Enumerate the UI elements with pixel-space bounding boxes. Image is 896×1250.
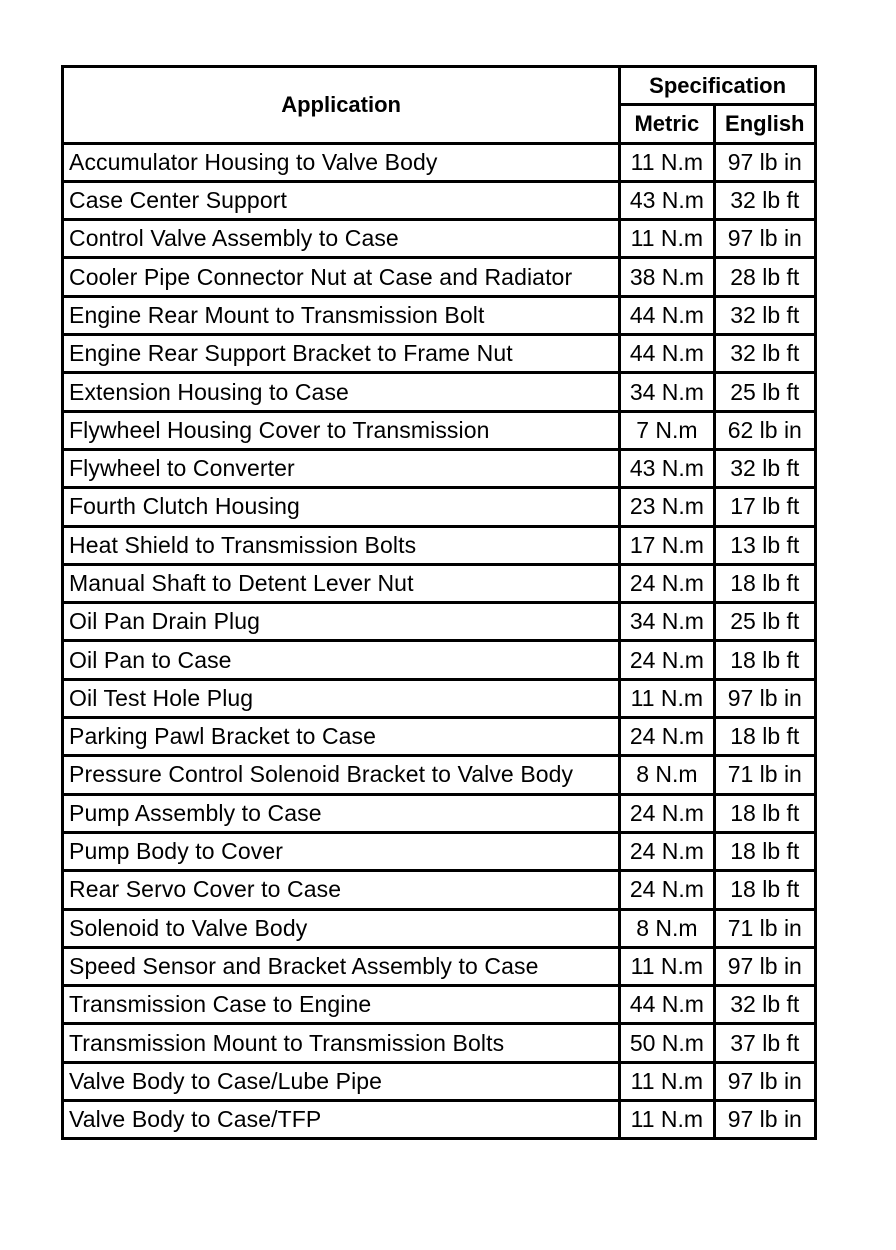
- application-cell: Heat Shield to Transmission Bolts: [63, 526, 620, 564]
- metric-cell: 11 N.m: [620, 1062, 714, 1100]
- application-cell: Control Valve Assembly to Case: [63, 220, 620, 258]
- table-row: [63, 718, 816, 756]
- table-row: [63, 1101, 816, 1139]
- table-row: [63, 373, 816, 411]
- header-application: Application: [63, 67, 620, 144]
- english-cell: 18 lb ft: [714, 871, 815, 909]
- header-specification: Specification: [620, 67, 816, 105]
- english-cell: 28 lb ft: [714, 258, 815, 296]
- english-cell: 25 lb ft: [714, 373, 815, 411]
- metric-cell: 8 N.m: [620, 756, 714, 794]
- application-cell: Oil Pan Drain Plug: [63, 603, 620, 641]
- metric-cell: 17 N.m: [620, 526, 714, 564]
- english-cell: 32 lb ft: [714, 449, 815, 487]
- header-english: English: [714, 105, 815, 143]
- header-metric: Metric: [620, 105, 714, 143]
- english-cell: 18 lb ft: [714, 718, 815, 756]
- application-cell: Oil Test Hole Plug: [63, 679, 620, 717]
- metric-cell: 11 N.m: [620, 947, 714, 985]
- table-row: [63, 526, 816, 564]
- metric-cell: 43 N.m: [620, 181, 714, 219]
- english-cell: 97 lb in: [714, 1101, 815, 1139]
- metric-cell: 11 N.m: [620, 220, 714, 258]
- application-cell: Oil Pan to Case: [63, 641, 620, 679]
- application-cell: Transmission Mount to Transmission Bolts: [63, 1024, 620, 1062]
- metric-cell: 44 N.m: [620, 335, 714, 373]
- application-cell: Extension Housing to Case: [63, 373, 620, 411]
- table-row: [63, 947, 816, 985]
- table-row: [63, 641, 816, 679]
- table-row: [63, 181, 816, 219]
- metric-cell: 24 N.m: [620, 564, 714, 602]
- english-cell: 32 lb ft: [714, 181, 815, 219]
- english-cell: 13 lb ft: [714, 526, 815, 564]
- table-row: [63, 679, 816, 717]
- table-row: [63, 143, 816, 181]
- metric-cell: 24 N.m: [620, 832, 714, 870]
- application-cell: Cooler Pipe Connector Nut at Case and Radiator: [63, 258, 620, 296]
- english-cell: 32 lb ft: [714, 296, 815, 334]
- application-cell: Parking Pawl Bracket to Case: [63, 718, 620, 756]
- application-cell: Speed Sensor and Bracket Assembly to Case: [63, 947, 620, 985]
- metric-cell: 11 N.m: [620, 143, 714, 181]
- english-cell: 71 lb in: [714, 909, 815, 947]
- metric-cell: 24 N.m: [620, 718, 714, 756]
- header-row-top: [63, 67, 816, 105]
- table-row: [63, 603, 816, 641]
- table-row: [63, 986, 816, 1024]
- english-cell: 97 lb in: [714, 947, 815, 985]
- english-cell: 32 lb ft: [714, 335, 815, 373]
- english-cell: 18 lb ft: [714, 832, 815, 870]
- application-cell: Accumulator Housing to Valve Body: [63, 143, 620, 181]
- table-row: [63, 871, 816, 909]
- table-row: [63, 1062, 816, 1100]
- metric-cell: 11 N.m: [620, 679, 714, 717]
- table-row: [63, 564, 816, 602]
- english-cell: 25 lb ft: [714, 603, 815, 641]
- metric-cell: 23 N.m: [620, 488, 714, 526]
- application-cell: Solenoid to Valve Body: [63, 909, 620, 947]
- metric-cell: 38 N.m: [620, 258, 714, 296]
- table-row: [63, 756, 816, 794]
- table-row: [63, 909, 816, 947]
- table-row: [63, 335, 816, 373]
- application-cell: Pump Body to Cover: [63, 832, 620, 870]
- english-cell: 97 lb in: [714, 220, 815, 258]
- application-cell: Engine Rear Mount to Transmission Bolt: [63, 296, 620, 334]
- application-cell: Valve Body to Case/TFP: [63, 1101, 620, 1139]
- metric-cell: 44 N.m: [620, 296, 714, 334]
- metric-cell: 44 N.m: [620, 986, 714, 1024]
- table-row: [63, 220, 816, 258]
- english-cell: 18 lb ft: [714, 794, 815, 832]
- application-cell: Engine Rear Support Bracket to Frame Nut: [63, 335, 620, 373]
- metric-cell: 24 N.m: [620, 871, 714, 909]
- table-row: [63, 488, 816, 526]
- english-cell: 97 lb in: [714, 679, 815, 717]
- english-cell: 17 lb ft: [714, 488, 815, 526]
- torque-spec-table: [61, 65, 817, 1140]
- application-cell: Transmission Case to Engine: [63, 986, 620, 1024]
- metric-cell: 50 N.m: [620, 1024, 714, 1062]
- english-cell: 71 lb in: [714, 756, 815, 794]
- metric-cell: 8 N.m: [620, 909, 714, 947]
- application-cell: Valve Body to Case/Lube Pipe: [63, 1062, 620, 1100]
- table-row: [63, 296, 816, 334]
- table-body: [63, 143, 816, 1139]
- application-cell: Rear Servo Cover to Case: [63, 871, 620, 909]
- english-cell: 97 lb in: [714, 143, 815, 181]
- application-cell: Pressure Control Solenoid Bracket to Valve Body: [63, 756, 620, 794]
- metric-cell: 34 N.m: [620, 373, 714, 411]
- english-cell: 18 lb ft: [714, 564, 815, 602]
- application-cell: Manual Shaft to Detent Lever Nut: [63, 564, 620, 602]
- application-cell: Case Center Support: [63, 181, 620, 219]
- metric-cell: 24 N.m: [620, 794, 714, 832]
- metric-cell: 24 N.m: [620, 641, 714, 679]
- table-row: [63, 449, 816, 487]
- english-cell: 18 lb ft: [714, 641, 815, 679]
- table-row: [63, 794, 816, 832]
- table-row: [63, 411, 816, 449]
- metric-cell: 43 N.m: [620, 449, 714, 487]
- table-row: [63, 1024, 816, 1062]
- english-cell: 62 lb in: [714, 411, 815, 449]
- english-cell: 37 lb ft: [714, 1024, 815, 1062]
- application-cell: Fourth Clutch Housing: [63, 488, 620, 526]
- metric-cell: 34 N.m: [620, 603, 714, 641]
- application-cell: Pump Assembly to Case: [63, 794, 620, 832]
- metric-cell: 11 N.m: [620, 1101, 714, 1139]
- metric-cell: 7 N.m: [620, 411, 714, 449]
- application-cell: Flywheel Housing Cover to Transmission: [63, 411, 620, 449]
- application-cell: Flywheel to Converter: [63, 449, 620, 487]
- table-row: [63, 258, 816, 296]
- english-cell: 32 lb ft: [714, 986, 815, 1024]
- english-cell: 97 lb in: [714, 1062, 815, 1100]
- table-row: [63, 832, 816, 870]
